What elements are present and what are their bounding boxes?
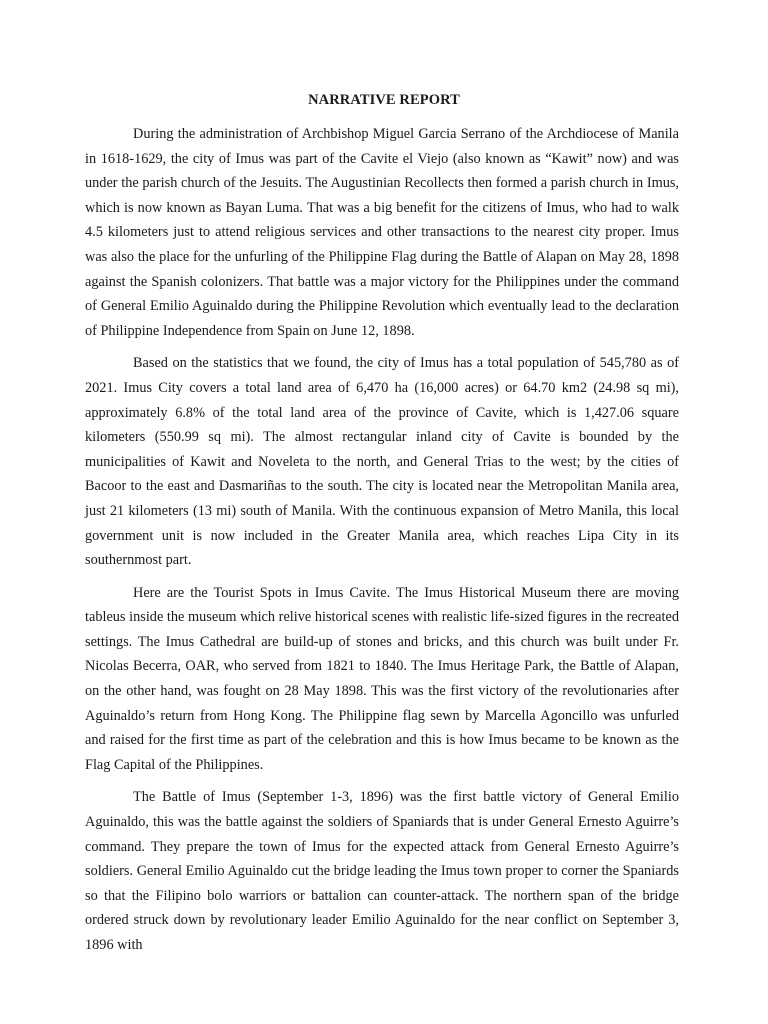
paragraph-tourist-spots: Here are the Tourist Spots in Imus Cavite. The Imus Historical Museum there are moving tableus inside the museum which relive historical scenes with realistic life-sized figures in the recreated settings. The Imus Cathedral are build-up of stones and bricks, and this church was built under Fr. Nicolas Becerra, OAR, who served from 1821 to 1840. The Imus Heritage Park, the Battle of Alapan, on the other hand, was fought on 28 May 1898. This was the first victory of the revolutionaries after Aguinaldo’s return from Hong Kong. The Philippine flag sewn by Marcella Agoncillo was unfurled and raised for the first time as part of the celebration and this is how Imus became to be known as the Flag Capital of the Philippines. [85,584,679,773]
document-title: NARRATIVE REPORT [308,92,460,108]
document-body [85,122,679,966]
paragraph-battle-of-imus: The Battle of Imus (September 1-3, 1896) was the first battle victory of General Emilio Aguinaldo, this was the battle against the soldiers of Spaniards that is under General Ernesto Aguirre’s command. They prepare the town of Imus for the expected attack from General Ernesto Aguirre’s soldiers. General Emilio Aguinaldo cut the bridge leading the Imus town proper to corner the Spaniards so that the Filipino bolo warriors or battalion can counter-attack. The northern span of the bridge ordered struck down by revolutionary leader Emilio Aguinaldo for the near conflict on September 3, 1896 with [85,789,679,953]
paragraph-history: During the administration of Archbishop Miguel Garcia Serrano of the Archdiocese of Manila in 1618-1629, the city of Imus was part of the Cavite el Viejo (also known as “Kawit” now) and was under the parish church of the Jesuits. The Augustinian Recollects then formed a parish church in Imus, which is now known as Bayan Luma. That was a big benefit for the citizens of Imus, who had to walk 4.5 kilometers just to attend religious services and other transactions to the nearest city proper. Imus was also the place for the unfurling of the Philippine Flag during the Battle of Alapan on May 28, 1898 against the Spanish colonizers. That battle was a major victory for the Philippines under the command of General Emilio Aguinaldo during the Philippine Revolution which eventually lead to the declaration of Philippine Independence from Spain on June 12, 1898. [85,126,679,339]
paragraph-statistics: Based on the statistics that we found, the city of Imus has a total population of 545,780 as of 2021. Imus City covers a total land area of 6,470 ha (16,000 acres) or 64.70 km2 (24.98 sq mi), approximately 6.8% of the total land area of the province of Cavite, which is 1,427.06 square kilometers (550.99 sq mi). The almost rectangular inland city of Cavite is bounded by the municipalities of Kawit and Noveleta to the north, and General Trias to the west; by the cities of Bacoor to the east and Dasmariñas to the south. The city is located near the Metropolitan Manila area, just 21 kilometers (13 mi) south of Manila. With the continuous expansion of Metro Manila, this local government unit is now included in the Greater Manila area, which reaches Lipa City in its southernmost part. [85,355,679,569]
